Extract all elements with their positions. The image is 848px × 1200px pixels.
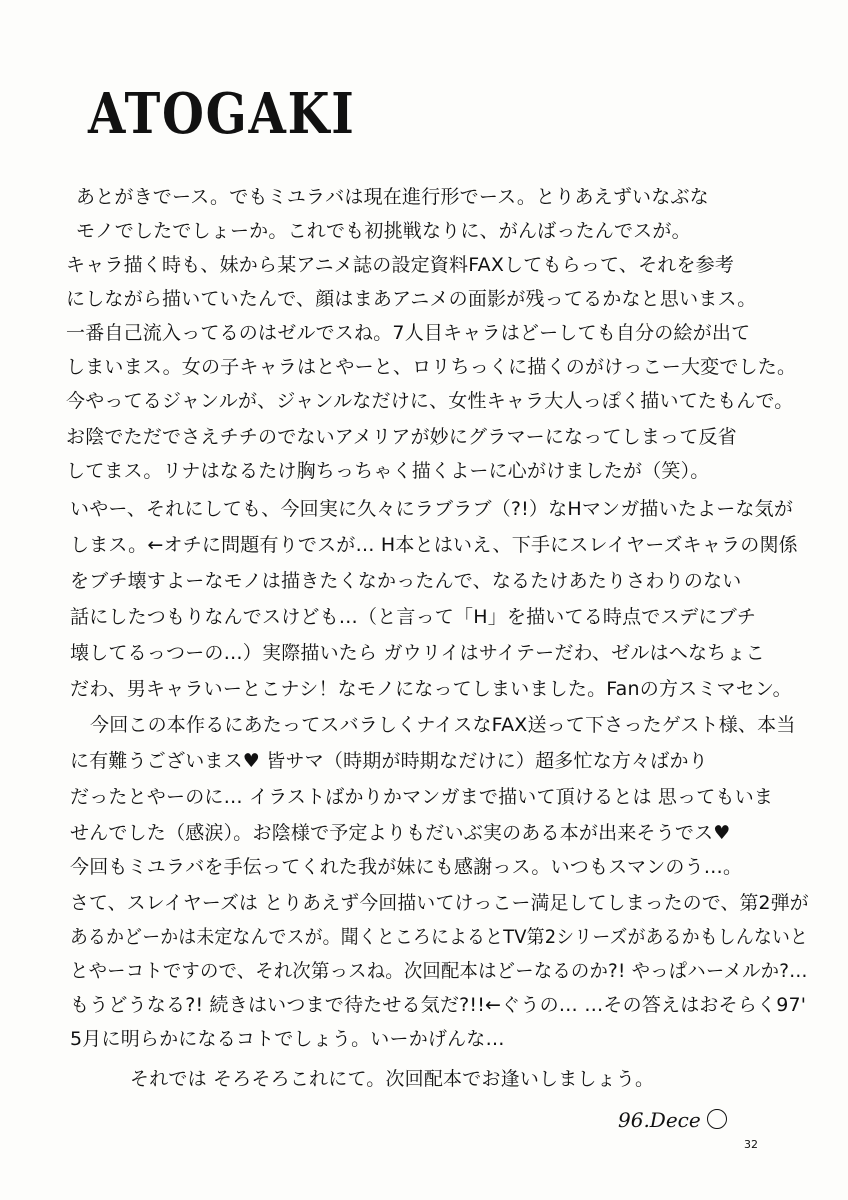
text-line: だったとやーのに… イラストばかりかマンガまで描いて頂けるとは 思ってもいま xyxy=(70,786,774,808)
text-line: キャラ描く時も、妹から某アニメ誌の設定資料FAXしてもらって、それを参考 xyxy=(66,254,735,276)
page-number: 32 xyxy=(744,1138,758,1151)
text-line: いやー、それにしても、今回実に久々にラブラブ（?!）なHマンガ描いたよーな気が xyxy=(70,498,794,520)
text-line: あとがきでース。でもミユラバは現在進行形でース。とりあえずいなぶな xyxy=(76,186,709,208)
text-line: モノでしたでしょーか。これでも初挑戦なりに、がんばったんでスが。 xyxy=(76,220,691,242)
text-line: せんでした（感涙）。お陰様で予定よりもだいぶ実のある本が出来そうでス♥ xyxy=(70,822,731,844)
signature-mark-icon xyxy=(707,1109,727,1129)
text-line: さて、スレイヤーズは とりあえず今回描いてけっこー満足してしまったので、第2弾が xyxy=(70,892,809,914)
text-line: 5月に明らかになるコトでしょう。いーかげんな… xyxy=(70,1028,505,1050)
text-line: 今回もミユラバを手伝ってくれた我が妹にも感謝っス。いつもスマンのう…。 xyxy=(70,856,743,878)
text-line: してまス。リナはなるたけ胸ちっちゃく描くよーに心がけましたが（笑）。 xyxy=(66,460,710,482)
text-line: 今やってるジャンルが、ジャンルなだけに、女性キャラ大人っぽく描いてたもんで。 xyxy=(66,390,794,412)
text-line: お陰でただでさえチチのでないアメリアが妙にグラマーになってしまって反省 xyxy=(66,426,737,448)
text-line: をブチ壊すよーなモノは描きたくなかったんで、なるたけあたりさわりのない xyxy=(70,570,742,592)
text-line: 今回この本作るにあたってスバラしくナイスなFAX送って下さったゲスト様、本当 xyxy=(90,714,796,736)
text-line: それでは そろそろこれにて。次回配本でお逢いしましょう。 xyxy=(130,1068,655,1090)
text-line: しまいまス。女の子キャラはとやーと、ロリちっくに描くのがけっこー大変でした。 xyxy=(66,356,797,378)
text-line: もうどうなる?! 続きはいつまで待たせる気だ?!!←ぐうの… …その答えはおそらく97' xyxy=(70,994,807,1016)
text-line: に有難うございまス♥ 皆サマ（時期が時期なだけに）超多忙な方々ばかり xyxy=(70,750,708,772)
text-line: あるかどーかは未定なんでスが。聞くところによるとTV第2シリーズがあるかもしんないと xyxy=(70,926,809,948)
signature-date: 96.Dece xyxy=(618,1108,701,1132)
signature xyxy=(618,1108,727,1132)
text-line: だわ、男キャラいーとこナシ！なモノになってしまいました。Fanの方スミマセン。 xyxy=(70,678,792,700)
text-line: にしながら描いていたんで、顔はまあアニメの面影が残ってるかなと思いまス。 xyxy=(66,288,757,310)
text-line: 話にしたつもりなんでスけども…（と言って「H」を描いてる時点でスデにブチ xyxy=(70,606,757,628)
text-line: しまス。←オチに問題有りでスが… H本とはいえ、下手にスレイヤーズキャラの関係 xyxy=(70,534,798,556)
text-line: 一番自己流入ってるのはゼルでスね。7人目キャラはどーしても自分の絵が出て xyxy=(66,322,751,344)
page-title: ATOGAKI xyxy=(88,81,356,147)
text-line: 壊してるっつーの…）実際描いたら ガウリイはサイテーだわ、ゼルはへなちょこ xyxy=(70,642,765,664)
text-line: とやーコトですので、それ次第っスね。次回配本はどーなるのか?! やっぱハーメルか?… xyxy=(70,960,808,982)
